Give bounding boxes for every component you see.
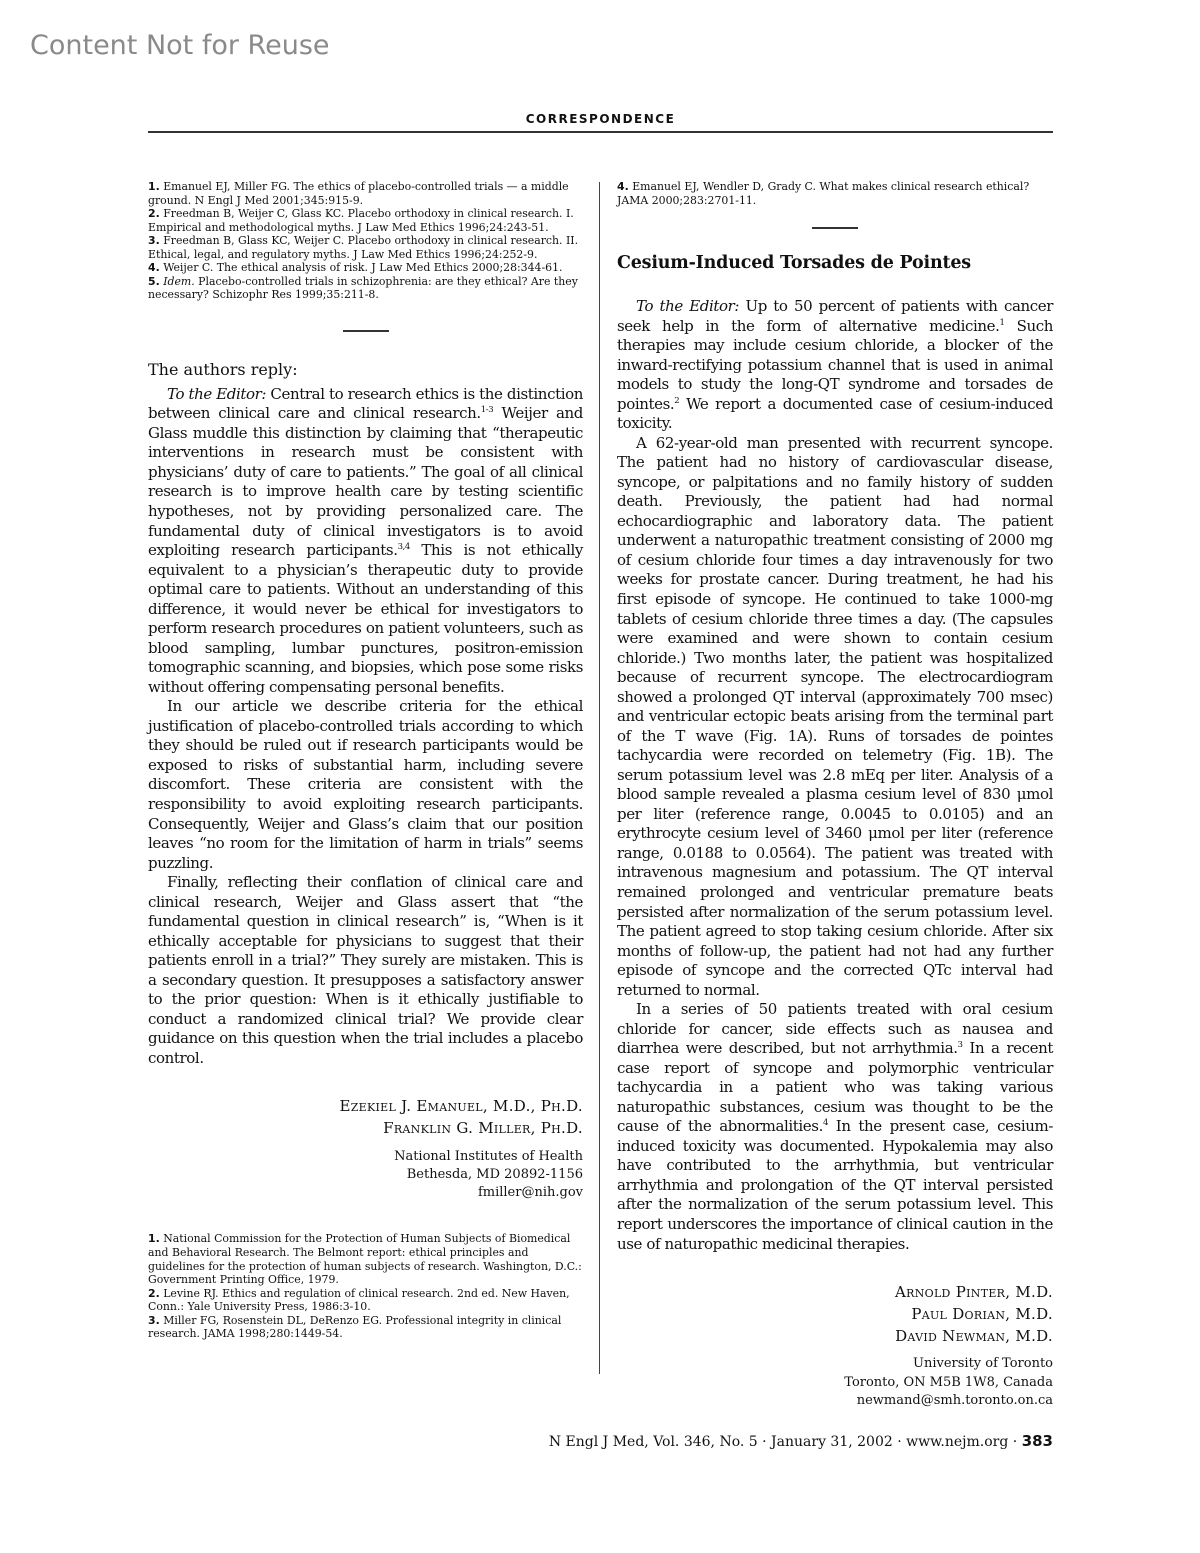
reference-list-reply bbox=[148, 1232, 583, 1340]
author-name: Ezekiel J. Emanuel, M.D., Ph.D. bbox=[339, 1097, 583, 1116]
reference-item: 3. Miller FG, Rosenstein DL, DeRenzo EG. Professional integrity in clinical research. JAMA 1998;280:1449-54. bbox=[148, 1313, 562, 1341]
reference-list-weijer bbox=[148, 180, 583, 302]
reference-list-continued bbox=[617, 180, 1053, 207]
reference-item: 2. Levine RJ. Ethics and regulation of clinical research. 2nd ed. New Haven, Conn.: Yale University Press, 1986:3-10. bbox=[148, 1286, 570, 1314]
reference-item: 1. Emanuel EJ, Miller FG. The ethics of placebo-controlled trials — a middle ground. N Engl J Med 2001;345:915-9. bbox=[148, 180, 569, 207]
reference-item: 5. Idem. Placebo-controlled trials in schizophrenia: are they ethical? Are they necessary? Schizophr Res 1999;35:211-8. bbox=[148, 274, 578, 302]
reference-item: 3. Freedman B, Glass KC, Weijer C. Placebo orthodoxy in clinical research. II. Ethical, legal, and regulatory myths. J Law Med Ethics 1996;24:252-9. bbox=[148, 234, 579, 261]
watermark: Content Not for Reuse bbox=[30, 30, 330, 61]
left-column bbox=[148, 180, 583, 1341]
email-address: newmand@smh.toronto.on.ca bbox=[856, 1392, 1053, 1408]
paragraph: In a series of 50 patients treated with oral cesium chloride for cancer, side effects such as nausea and diarrhea were described, but not arrhythmia.$^3$ In a recent case report of syncope and polymorphic ventricular tachycardia in a patient who was taking various naturopathic substances, cesium was thought to be the cause of the abnormalities.$^4$ In the present case, cesium-induced toxicity was documented. Hypokalemia may also have contributed to the arrhythmia, but ventricular arrhythmia and prolongation of the QT interval persisted after the normalization of the serum potassium level. This report underscores the importance of clinical caution in the use of naturopathic medicinal therapies. bbox=[617, 1000, 1053, 1253]
author-affiliation: University of Toronto Toronto, ON M5B 1W8, Canada newmand@smh.toronto.on.ca bbox=[617, 1355, 1053, 1410]
author-name: Franklin G. Miller, Ph.D. bbox=[383, 1119, 583, 1138]
reply-signatures bbox=[148, 1096, 583, 1202]
reference-item: 1. National Commission for the Protection of Human Subjects of Biomedical and Behavioral Research. The Belmont report: ethical principles and guidelines for the protection of human subjects of research. Washington, D.C.: Government Printing Office, 1979. bbox=[148, 1232, 582, 1287]
reply-body bbox=[148, 385, 583, 1069]
paragraph: Finally, reflecting their conflation of clinical care and clinical research, Weijer and Glass assert that “the fundamental question in clinical research” is, “When is it ethically acceptable for physicians to suggest that their patients enroll in a trial?” They surely are mistaken. This is a secondary question. It presupposes a satisfactory answer to the prior question: When is it ethically justifiable to conduct a randomized clinical trial? We provide clear guidance on this question when the trial includes a placebo control. bbox=[148, 873, 583, 1067]
author-name: David Newman, M.D. bbox=[895, 1326, 1053, 1345]
section-heading: CORRESPONDENCE bbox=[525, 112, 676, 126]
right-column bbox=[617, 180, 1053, 1410]
reply-intro: The authors reply: bbox=[148, 359, 298, 379]
author-name: Paul Dorian, M.D. bbox=[911, 1304, 1053, 1323]
section-separator bbox=[343, 330, 389, 332]
author-affiliation: National Institutes of Health Bethesda, MD 20892-1156 fmiller@nih.gov bbox=[148, 1148, 583, 1203]
paragraph: To the Editor: Central to research ethics is the distinction between clinical care and clinical research.$^{1-3}$ Weijer and Glass muddle this distinction by claiming that “therapeutic interventions in research must be consistent with physicians’ duty of care to patients.” The goal of all clinical research is to improve health care by testing scientific hypotheses, not by providing personalized care. The fundamental duty of clinical investigators is to avoid exploiting research participants.$^{3,4}$ This is not ethically equivalent to a physician’s therapeutic duty to provide optimal care to patients. Without an understanding of this difference, it would never be ethical for investigators to perform research procedures on patient volunteers, such as blood sampling, lumbar punctures, positron-emission tomographic scanning, and biopsies, which pose some risks without offering compensating personal benefits. bbox=[148, 384, 583, 696]
section-separator bbox=[812, 227, 858, 229]
article-title: Cesium-Induced Torsades de Pointes bbox=[617, 253, 971, 274]
paragraph: To the Editor: Up to 50 percent of patients with cancer seek help in the form of alternative medicine.$^1$ Such therapies may include cesium chloride, a blocker of the inward-rectifying potassium channel that is used in animal models to study the long-QT syndrome and torsades de pointes.$^2$ We report a documented case of cesium-induced toxicity. bbox=[617, 297, 1053, 433]
header-rule bbox=[148, 131, 1053, 133]
paragraph: In our article we describe criteria for the ethical justification of placebo-controlled trials according to which they should be ruled out if research participants would be exposed to risks of substantial harm, including severe discomfort. These criteria are consistent with the responsibility to avoid exploiting research participants. Consequently, Weijer and Glass’s claim that our position leaves “no room for the limitation of harm in trials” seems puzzling. bbox=[148, 697, 583, 872]
column-divider bbox=[599, 182, 600, 1374]
reference-item: 2. Freedman B, Weijer C, Glass KC. Placebo orthodoxy in clinical research. I. Empirical and methodological myths. J Law Med Ethics 1996;24:243-51. bbox=[148, 207, 574, 234]
cesium-signatures bbox=[617, 1282, 1053, 1410]
email-address: fmiller@nih.gov bbox=[477, 1185, 583, 1201]
page-footer bbox=[400, 1432, 1053, 1450]
reference-item: 4. Emanuel EJ, Wendler D, Grady C. What makes clinical research ethical? JAMA 2000;283:2701-11. bbox=[617, 180, 1030, 207]
journal-citation: N Engl J Med, Vol. 346, No. 5 · January 31, 2002 · www.nejm.org · bbox=[548, 1434, 1018, 1450]
cesium-letter-body bbox=[617, 297, 1053, 1254]
paragraph: A 62-year-old man presented with recurrent syncope. The patient had no history of cardiovascular disease, syncope, or palpitations and no family history of sudden death. Previously, the patient had had normal echocardiographic and laboratory data. The patient underwent a naturopathic treatment consisting of 2000 mg of cesium chloride four times a day intravenously for two weeks for prostate cancer. During treatment, he had his first episode of syncope. He continued to take 1000-mg tablets of cesium chloride three times a day. (The capsules were examined and were shown to contain cesium chloride.) Two months later, the patient was hospitalized because of recurrent syncope. The electrocardiogram showed a prolonged QT interval (approximately 700 msec) and ventricular ectopic beats arising from the terminal part of the T wave (Fig. 1A). Runs of torsades de pointes tachycardia were recorded on telemetry (Fig. 1B). The serum potassium level was 2.8 mEq per liter. Analysis of a blood sample revealed a plasma cesium level of 830 μmol per liter (reference range, 0.0045 to 0.0105) and an erythrocyte cesium level of 3460 μmol per liter (reference range, 0.0188 to 0.0564). The patient was treated with intravenous magnesium and potassium. The QT interval remained prolonged and ventricular premature beats persisted after normalization of the serum potassium level. The patient agreed to stop taking cesium chloride. After six months of follow-up, the patient had not had any further episode of syncope and the corrected QTc interval had returned to normal. bbox=[617, 433, 1053, 999]
author-name: Arnold Pinter, M.D. bbox=[895, 1283, 1053, 1302]
reference-item: 4. Weijer C. The ethical analysis of risk. J Law Med Ethics 2000;28:344-61. bbox=[148, 261, 563, 275]
page-number: 383 bbox=[1021, 1432, 1053, 1450]
